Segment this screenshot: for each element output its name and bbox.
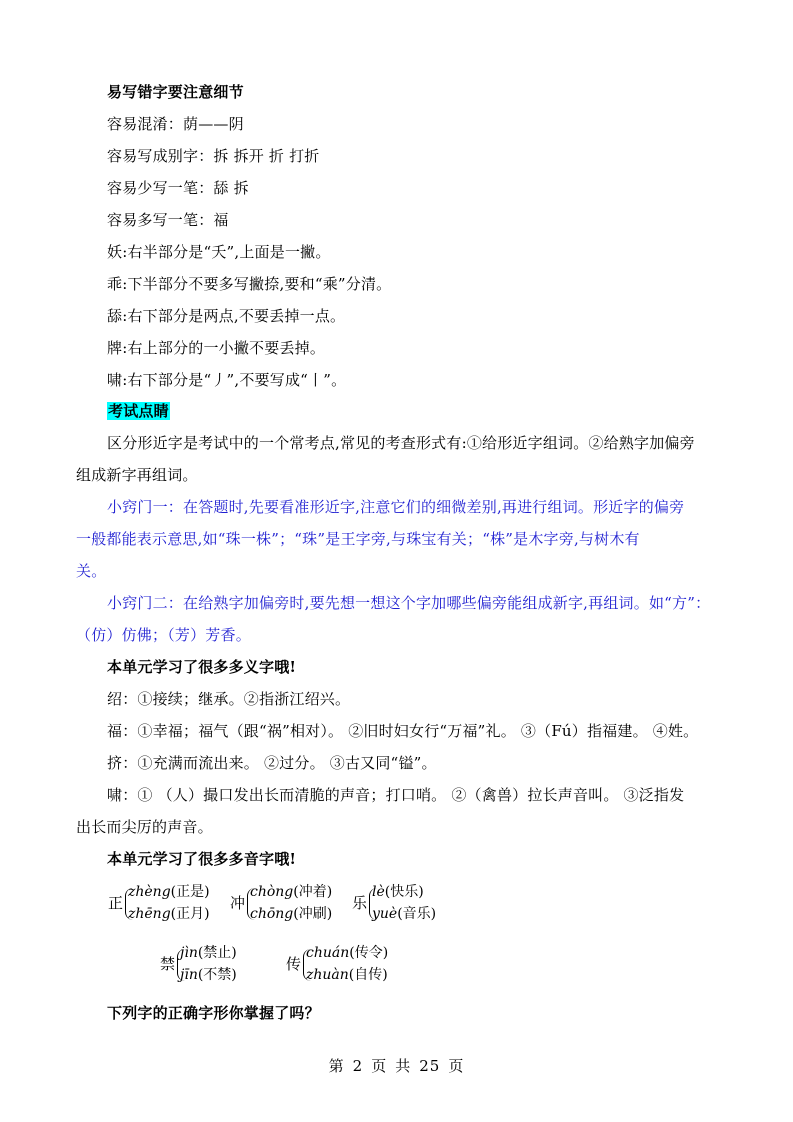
meaning-line: 福：①幸福；福气（跟“祸”相对）。 ②旧时妇女行“万福”礼。 ③（Fú）指福建。 ④姓。 — [107, 722, 699, 740]
typo-line: 乖:下半部分不要多写撇捺,要和“乘”分清。 — [107, 275, 392, 293]
typo-line: 妖:右半部分是“夭”,上面是一撇。 — [107, 243, 331, 261]
polyphone-char: 冲 — [230, 894, 246, 912]
total-pages: 25 — [419, 1057, 441, 1075]
tip-two: （仿）仿佛；（芳）芳香。 — [76, 626, 251, 644]
exam-paragraph: 区分形近字是考试中的一个常考点,常见的考查形式有:①给形近字组词。②给熟字加偏旁 — [107, 434, 695, 452]
typo-line: 容易少写一笔：舔 拆 — [107, 179, 249, 197]
page-number: 2 — [352, 1057, 364, 1075]
polyphone-group — [160, 945, 280, 985]
polyphone-group — [286, 945, 416, 985]
reading: zhēng(正月) — [128, 906, 210, 922]
typo-line: 舔:右下部分是两点,不要丢掉一点。 — [107, 307, 346, 325]
polyphone-char: 禁 — [160, 955, 176, 973]
polyphone-group — [352, 884, 462, 924]
reading: chuán(传令) — [306, 945, 389, 961]
reading: chòng(冲着) — [250, 884, 333, 900]
polyphone-group — [108, 884, 228, 924]
reading: yuè(音乐) — [372, 906, 437, 922]
reading: zhèng(正是) — [128, 884, 210, 900]
tip-two: 小窍门二：在给熟字加偏旁时,要先想一想这个字加哪些偏旁能组成新字,再组词。如“方”： — [107, 594, 711, 612]
meaning-line: 绍：①接续；继承。②指浙江绍兴。 — [107, 690, 351, 708]
reading: jìn(禁止) — [180, 945, 237, 961]
meaning-line: 啸：① （人）撮口发出长而清脆的声音；打口哨。 ②（禽兽）拉长声音叫。 ③泛指发 — [107, 786, 685, 804]
tip-one: 关。 — [76, 562, 107, 580]
typo-section-title: 易写错字要注意细节 — [107, 83, 244, 101]
polysemy-title: 本单元学习了很多多义字哦! — [107, 658, 297, 676]
tip-one: 一般都能表示意思,如“珠一株”；“珠”是王字旁,与珠宝有关；“株”是木字旁,与树木有 — [76, 530, 640, 548]
polyphone-group — [230, 884, 350, 924]
tip-one: 小窍门一：在答题时,先要看准形近字,注意它们的细微差别,再进行组词。形近字的偏旁 — [107, 498, 685, 516]
polyphone-char: 正 — [108, 894, 124, 912]
reading: jīn(不禁) — [180, 967, 237, 983]
reading: chōng(冲刷) — [250, 906, 333, 922]
typo-line: 容易混淆：荫——阴 — [107, 115, 244, 133]
polyphone-title: 本单元学习了很多多音字哦! — [107, 850, 297, 868]
typo-line: 容易写成别字：拆 拆开 折 打折 — [107, 147, 320, 165]
polyphone-char: 传 — [286, 955, 302, 973]
exam-section-title — [107, 401, 170, 421]
typo-line: 牌:右上部分的一小撇不要丢掉。 — [107, 339, 326, 357]
page-footer: 第 2 页 共 25 页 — [328, 1057, 465, 1075]
typo-line: 啸:右下部分是“丿”,不要写成“丨”。 — [107, 371, 347, 389]
typo-line: 容易多写一笔：福 — [107, 211, 229, 229]
meaning-line: 挤：①充满而流出来。 ②过分。 ③古又同“镒”。 — [107, 754, 437, 772]
glyph-form-title: 下列字的正确字形你掌握了吗？ — [107, 1004, 320, 1022]
reading: lè(快乐) — [372, 884, 424, 900]
reading: zhuàn(自传) — [306, 967, 388, 983]
polyphone-char: 乐 — [352, 894, 368, 912]
meaning-line: 出长而尖厉的声音。 — [76, 818, 213, 836]
highlight-label: 考试点睛 — [108, 402, 169, 420]
exam-paragraph: 组成新字再组词。 — [76, 466, 198, 484]
